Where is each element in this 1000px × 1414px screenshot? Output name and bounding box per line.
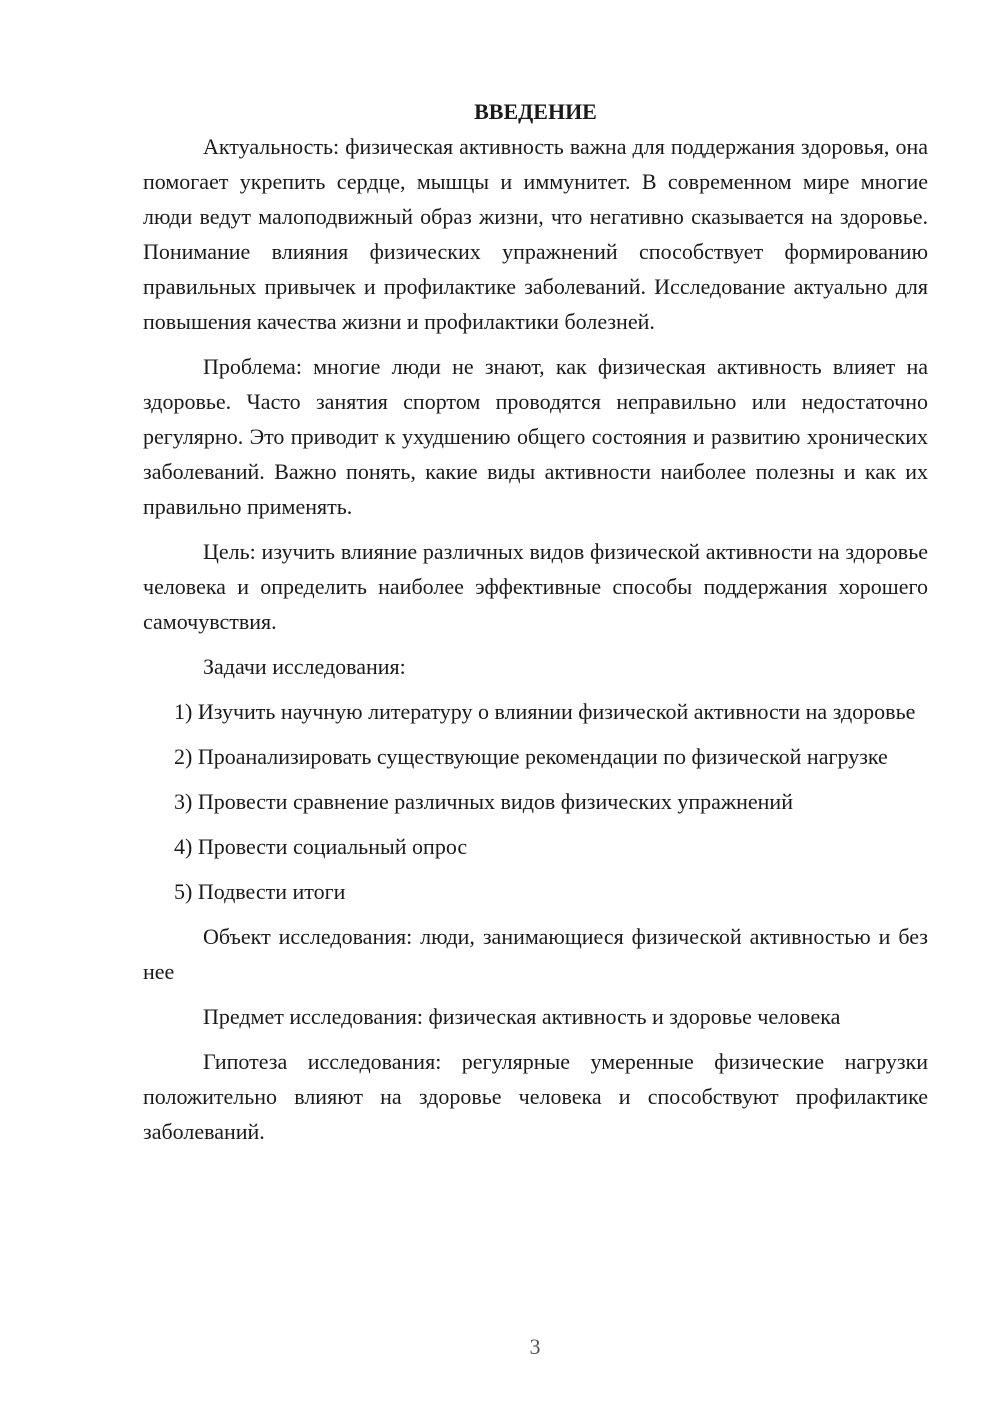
task-item: 1) Изучить научную литературу о влиянии физической активности на здоровье	[174, 699, 916, 724]
page-content	[143, 94, 928, 1149]
paragraph-relevance: Актуальность: физическая активность важна для поддержания здоровья, она помогает укрепить сердце, мышцы и иммунитет. В современном мире многие люди ведут малоподвижный образ жизни, что негативно сказывается на здоровье. Понимание влияния физических упражнений способствует формированию правильных привычек и профилактике заболеваний. Исследование актуально для повышения качества жизни и профилактики болезней.	[143, 134, 928, 334]
paragraph-object: Объект исследования: люди, занимающиеся физической активностью и без нее	[143, 924, 928, 984]
paragraph-goal: Цель: изучить влияние различных видов физической активности на здоровье человека и определить наиболее эффективные способы поддержания хорошего самочувствия.	[143, 539, 928, 634]
paragraph-subject: Предмет исследования: физическая активность и здоровье человека	[203, 1004, 841, 1029]
paragraph-problem: Проблема: многие люди не знают, как физическая активность влияет на здоровье. Часто занятия спортом проводятся неправильно или недостаточно регулярно. Это приводит к ухудшению общего состояния и развитию хронических заболеваний. Важно понять, какие виды активности наиболее полезны и как их правильно применять.	[143, 354, 928, 519]
paragraph-hypothesis: Гипотеза исследования: регулярные умеренные физические нагрузки положительно влияют на здоровье человека и способствуют профилактике заболеваний.	[143, 1049, 928, 1144]
task-item: 3) Провести сравнение различных видов физических упражнений	[174, 789, 793, 814]
task-item: 5) Подвести итоги	[174, 879, 346, 904]
task-item: 2) Проанализировать существующие рекомендации по физической нагрузке	[174, 744, 888, 769]
section-heading: ВВЕДЕНИЕ	[474, 99, 597, 124]
task-item: 4) Провести социальный опрос	[174, 834, 468, 859]
page-number: 3	[529, 1334, 541, 1359]
tasks-title: Задачи исследования:	[203, 654, 406, 679]
